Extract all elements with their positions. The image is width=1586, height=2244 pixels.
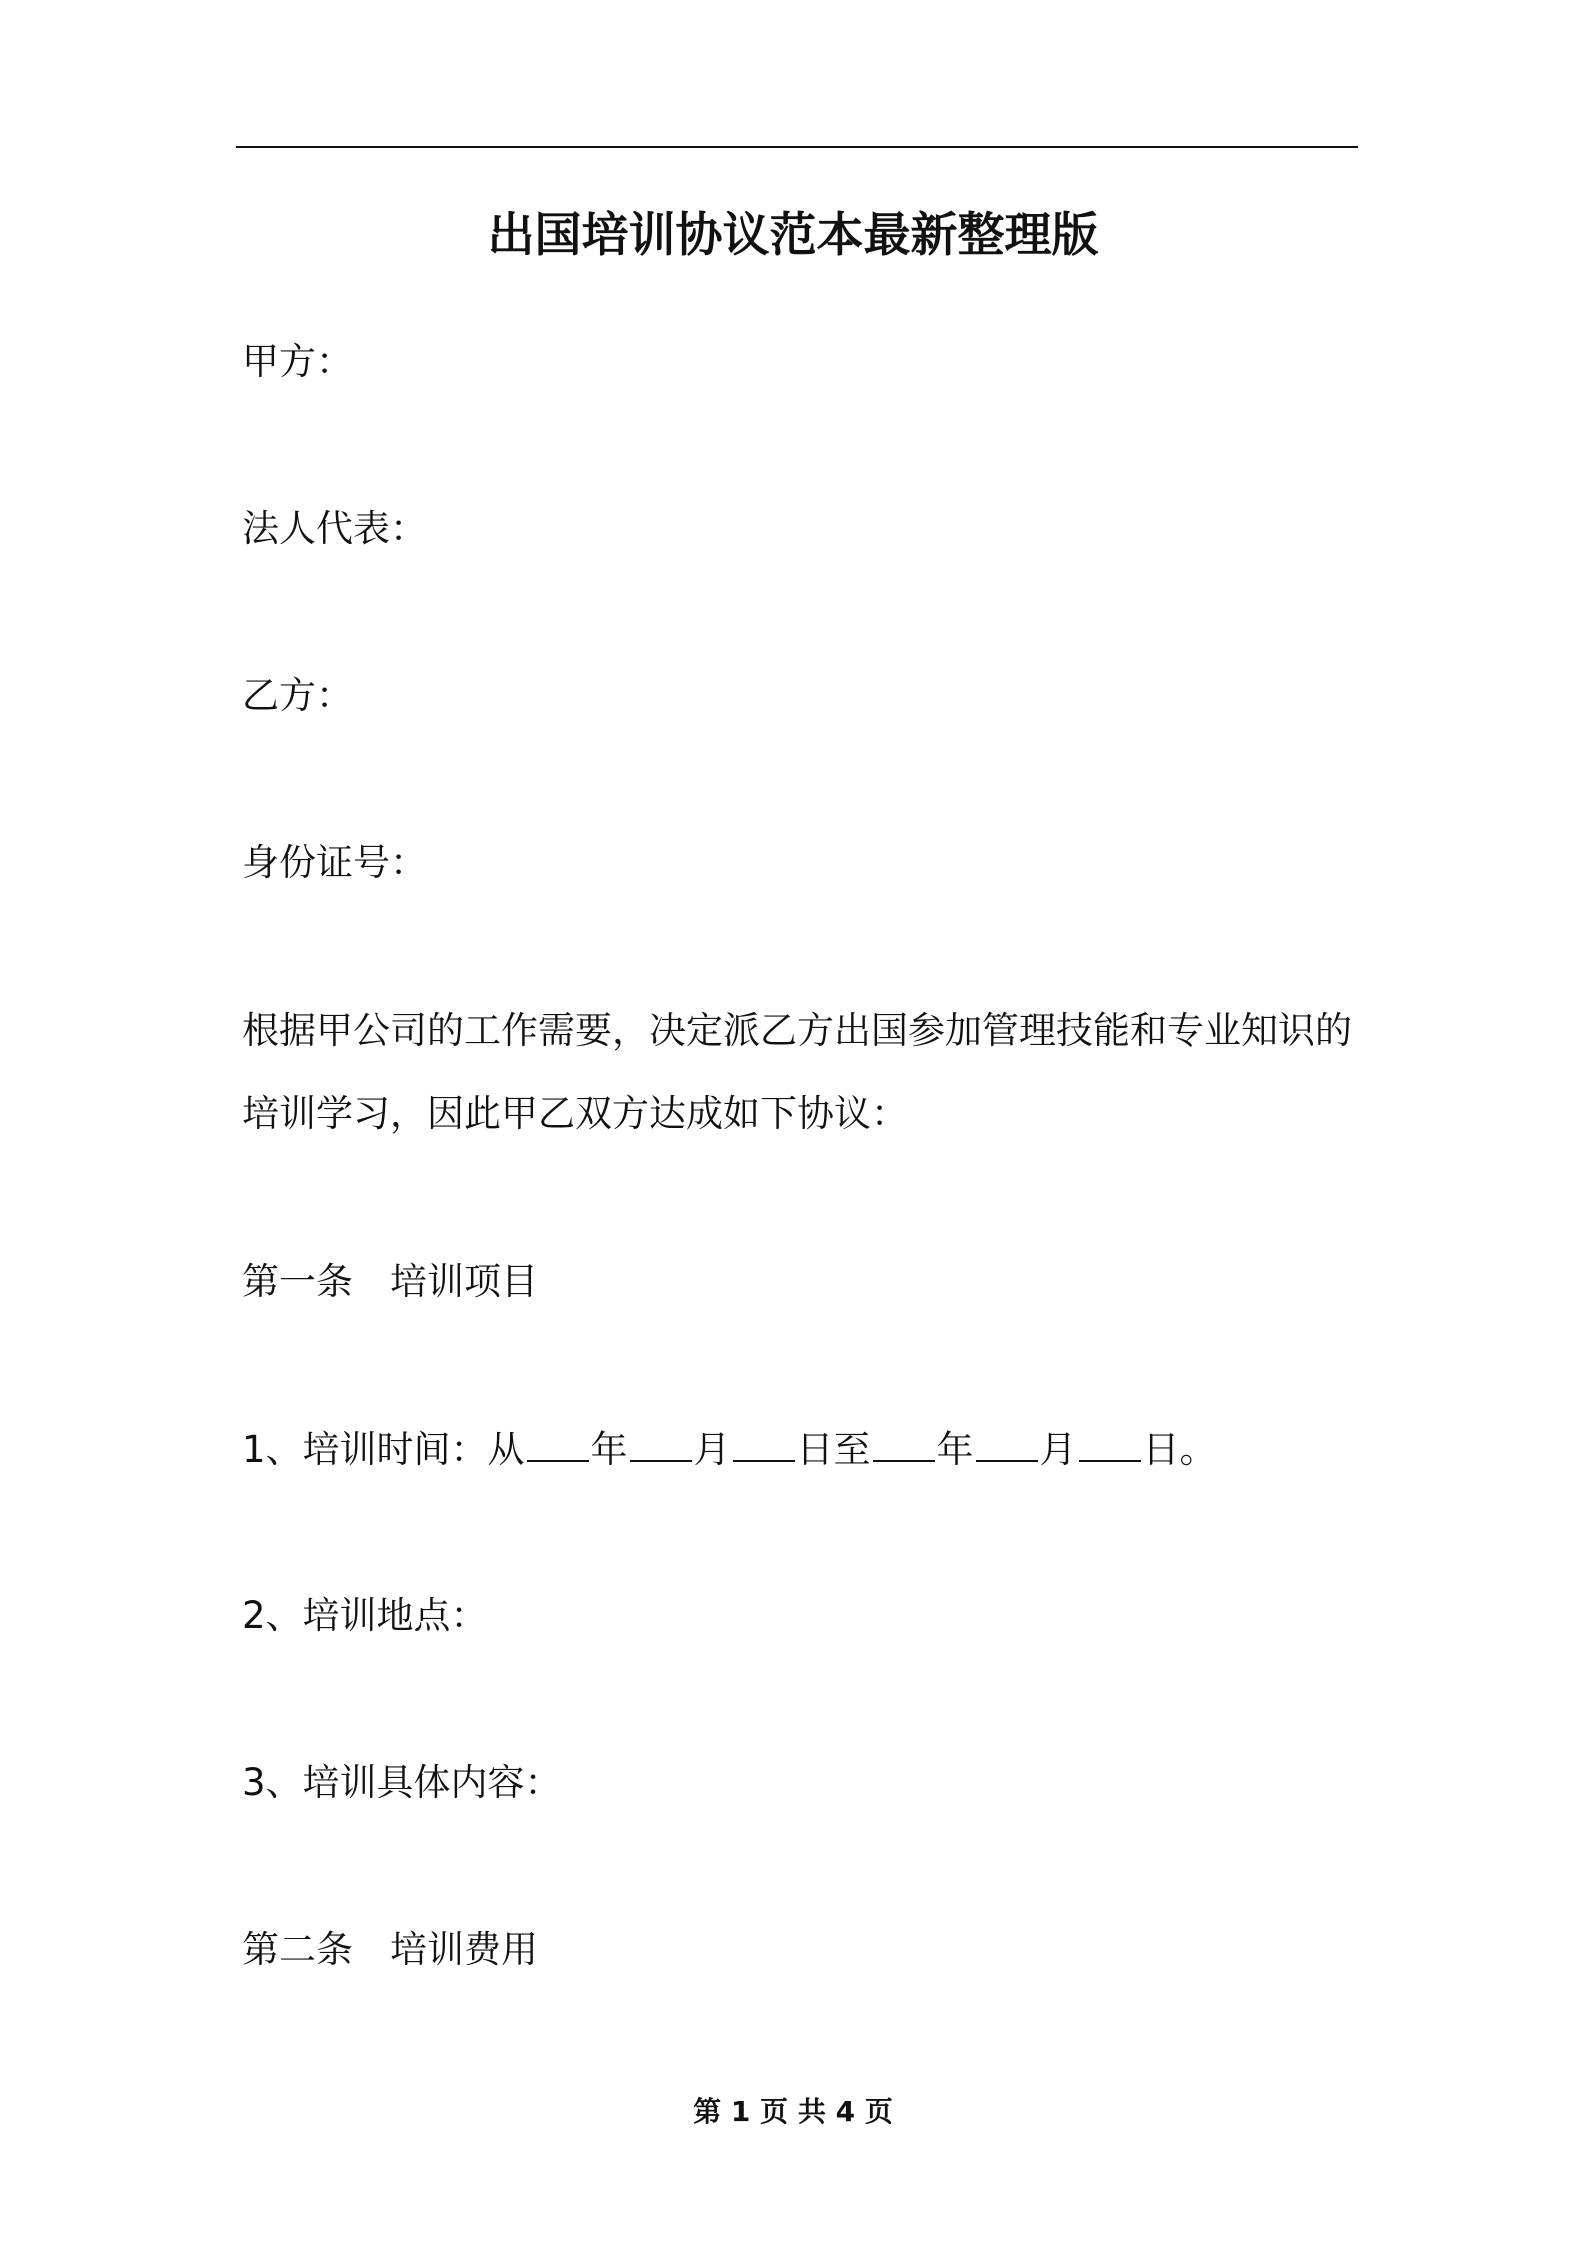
- blank-line: [733, 1426, 795, 1462]
- document-title: 出国培训协议范本最新整理版: [487, 208, 1099, 263]
- training-time-item: [242, 1424, 1217, 1476]
- training-time-part: 年: [936, 1428, 974, 1471]
- training-time-part: 日至: [796, 1428, 871, 1471]
- field-party-a: 甲方：: [242, 340, 353, 383]
- field-party-b: 乙方：: [242, 674, 353, 717]
- blank-line: [873, 1426, 935, 1462]
- field-id-number: 身份证号：: [242, 841, 427, 884]
- training-time-part: 年: [590, 1428, 628, 1471]
- training-time-part: 日。: [1142, 1428, 1217, 1471]
- article-2-heading: 第二条 培训费用: [242, 1928, 538, 1971]
- training-content-item: 3、培训具体内容：: [242, 1761, 562, 1804]
- intro-paragraph-line-1: 根据甲公司的工作需要，决定派乙方出国参加管理技能和专业知识的: [242, 1009, 1352, 1052]
- training-location-item: 2、培训地点：: [242, 1594, 488, 1637]
- article-1-heading: 第一条 培训项目: [242, 1260, 538, 1303]
- blank-line: [527, 1426, 589, 1462]
- blank-line: [630, 1426, 692, 1462]
- training-time-part: 月: [1039, 1428, 1077, 1471]
- blank-line: [976, 1426, 1038, 1462]
- intro-paragraph-line-2: 培训学习，因此甲乙双方达成如下协议：: [242, 1092, 908, 1135]
- field-legal-representative: 法人代表：: [242, 507, 427, 550]
- training-time-part: 月: [693, 1428, 731, 1471]
- page-number-footer: 第 1 页 共 4 页: [693, 2095, 893, 2128]
- training-time-prefix: 1、培训时间：从: [242, 1428, 525, 1471]
- header-rule: [236, 146, 1358, 148]
- blank-line: [1079, 1426, 1141, 1462]
